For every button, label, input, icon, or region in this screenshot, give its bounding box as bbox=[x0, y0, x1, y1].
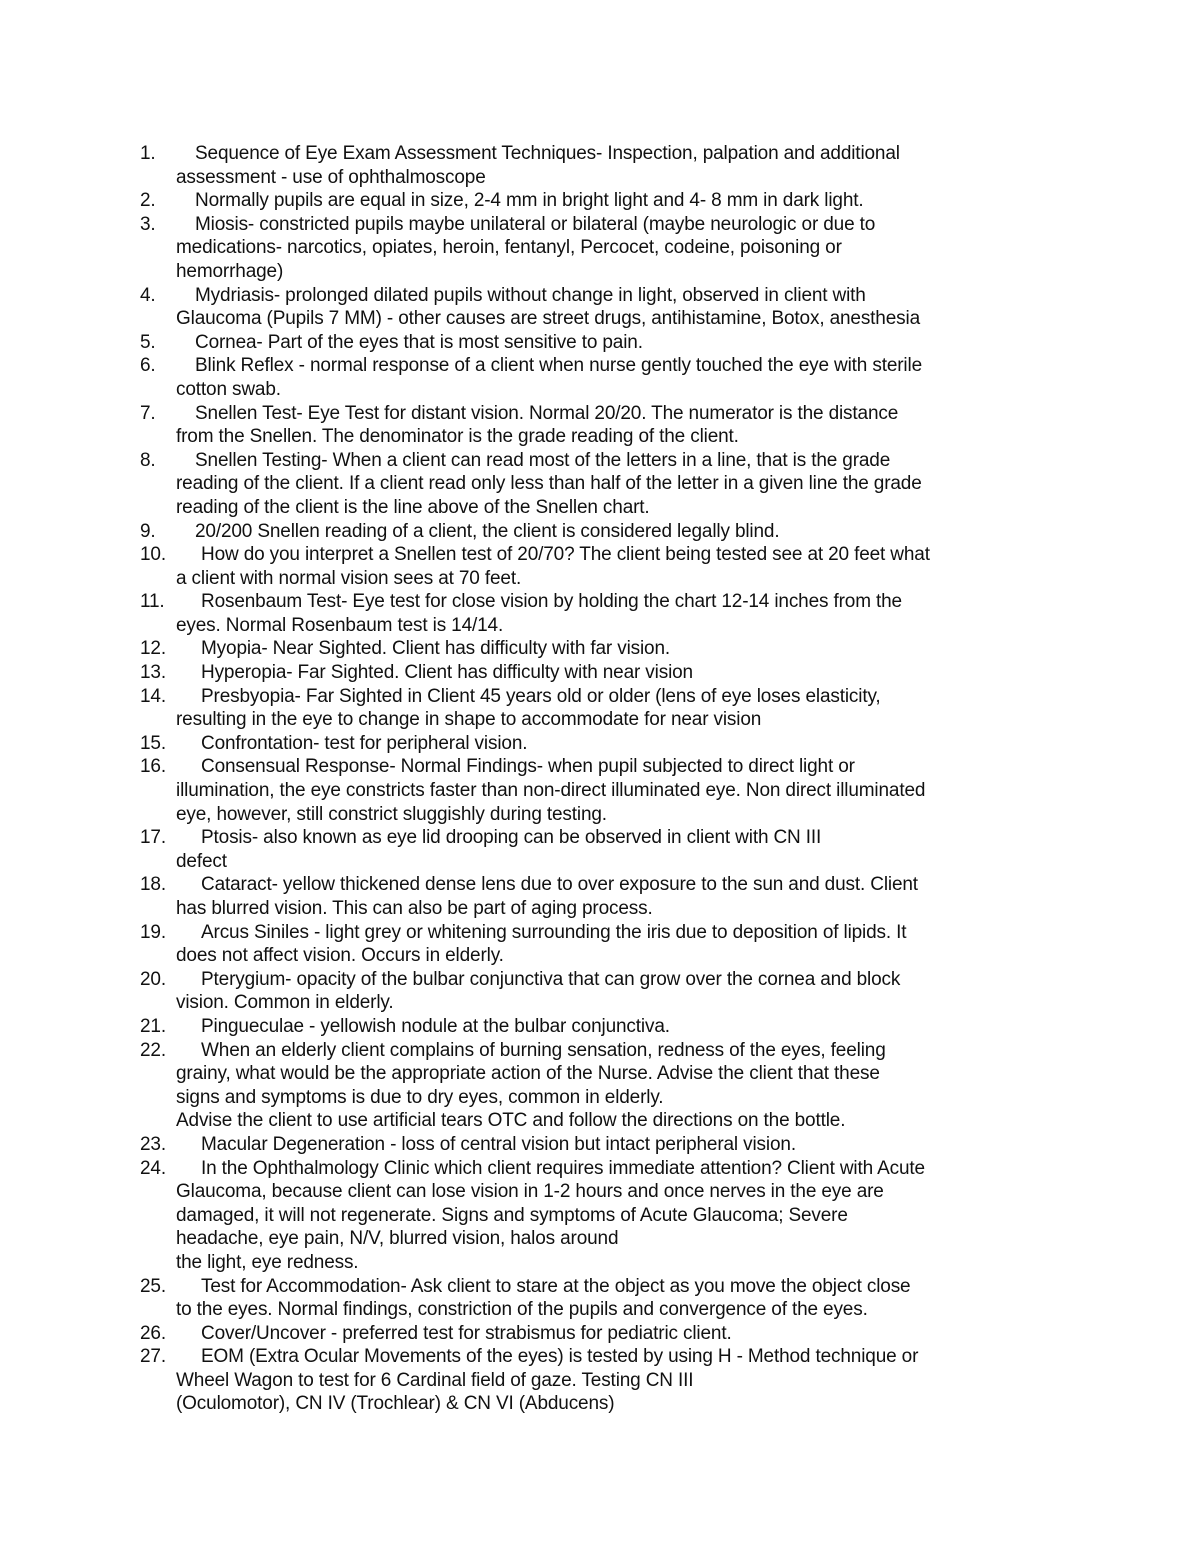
item-text-line: eyes. Normal Rosenbaum test is 14/14. bbox=[176, 614, 504, 636]
item-text: Rosenbaum Test- Eye test for close vision by holding the chart 12-14 inches from the bbox=[201, 591, 902, 613]
item-text-line: the light, eye redness. bbox=[176, 1251, 359, 1273]
item-text-line bbox=[176, 732, 1070, 756]
item-text-line bbox=[176, 1015, 1070, 1039]
eye-exam-notes-list bbox=[140, 142, 1070, 1416]
item-text-line: medications- narcotics, opiates, heroin, fentanyl, Percocet, codeine, poisoning or bbox=[176, 237, 842, 259]
item-text: Miosis- constricted pupils maybe unilateral or bilateral (maybe neurologic or due to bbox=[195, 213, 876, 235]
item-text-line bbox=[176, 520, 1070, 544]
item-text: Blink Reflex - normal response of a client when nurse gently touched the eye with sterile bbox=[195, 355, 922, 377]
list-item bbox=[140, 590, 1070, 637]
item-text-line bbox=[176, 921, 1070, 945]
list-item bbox=[140, 543, 1070, 590]
list-item bbox=[140, 1157, 1070, 1275]
item-text: Test for Accommodation- Ask client to stare at the object as you move the object close bbox=[201, 1275, 911, 1297]
item-text: Confrontation- test for peripheral vision. bbox=[201, 732, 528, 754]
item-number: 27. bbox=[140, 1346, 166, 1368]
item-number: 22. bbox=[140, 1039, 166, 1061]
list-item bbox=[140, 354, 1070, 401]
item-text: Pingueculae - yellowish nodule at the bulbar conjunctiva. bbox=[201, 1015, 670, 1037]
item-text: EOM (Extra Ocular Movements of the eyes) is tested by using H - Method technique or bbox=[201, 1346, 919, 1368]
item-number: 3. bbox=[140, 213, 156, 235]
item-text: 20/200 Snellen reading of a client, the client is considered legally blind. bbox=[195, 520, 780, 542]
item-text-line: Glaucoma (Pupils 7 MM) - other causes are street drugs, antihistamine, Botox, anesthesia bbox=[176, 308, 920, 330]
item-text: Pterygium- opacity of the bulbar conjunctiva that can grow over the cornea and block bbox=[201, 968, 901, 990]
list-item bbox=[140, 1039, 1070, 1133]
item-text-line bbox=[176, 1039, 1070, 1063]
item-text-line: does not affect vision. Occurs in elderly. bbox=[176, 945, 504, 967]
list-item bbox=[140, 189, 1070, 213]
list-item bbox=[140, 1322, 1070, 1346]
item-text-line: Wheel Wagon to test for 6 Cardinal field of gaze. Testing CN III bbox=[176, 1369, 694, 1391]
item-text-line bbox=[176, 873, 1070, 897]
item-text-line: damaged, it will not regenerate. Signs and symptoms of Acute Glaucoma; Severe bbox=[176, 1204, 848, 1226]
item-text-line: from the Snellen. The denominator is the grade reading of the client. bbox=[176, 426, 739, 448]
list-item bbox=[140, 826, 1070, 873]
item-text: Snellen Testing- When a client can read most of the letters in a line, that is the grade bbox=[195, 449, 891, 471]
item-text-line: cotton swab. bbox=[176, 378, 281, 400]
item-text: Sequence of Eye Exam Assessment Techniques- Inspection, palpation and additional bbox=[195, 143, 900, 164]
item-text-line bbox=[176, 755, 1070, 779]
list-item bbox=[140, 520, 1070, 544]
list-item bbox=[140, 685, 1070, 732]
item-number: 23. bbox=[140, 1133, 166, 1155]
item-number: 6. bbox=[140, 355, 156, 377]
item-number: 14. bbox=[140, 685, 166, 707]
item-text-line bbox=[176, 661, 1070, 685]
item-number: 13. bbox=[140, 662, 166, 684]
item-number: 11. bbox=[140, 591, 165, 613]
list-item bbox=[140, 142, 1070, 189]
item-number: 17. bbox=[140, 827, 166, 849]
item-number: 4. bbox=[140, 284, 156, 306]
item-text-line bbox=[176, 1275, 1070, 1299]
item-text: Cataract- yellow thickened dense lens due to over exposure to the sun and dust. Client bbox=[201, 874, 918, 896]
item-text: Presbyopia- Far Sighted in Client 45 years old or older (lens of eye loses elasticity, bbox=[201, 685, 881, 707]
item-number: 12. bbox=[140, 638, 166, 660]
item-text-line: eye, however, still constrict sluggishly during testing. bbox=[176, 803, 607, 825]
item-text-line: to the eyes. Normal findings, constriction of the pupils and convergence of the eyes. bbox=[176, 1299, 868, 1321]
item-number: 21. bbox=[140, 1015, 166, 1037]
item-number: 16. bbox=[140, 756, 166, 778]
item-text: Hyperopia- Far Sighted. Client has difficulty with near vision bbox=[201, 662, 693, 684]
item-number: 8. bbox=[140, 449, 156, 471]
item-text-line bbox=[176, 331, 1070, 355]
item-text: Ptosis- also known as eye lid drooping can be observed in client with CN III bbox=[201, 827, 822, 849]
item-text-line bbox=[176, 449, 1070, 473]
item-number: 18. bbox=[140, 874, 166, 896]
item-text-line bbox=[176, 1322, 1070, 1346]
list-item bbox=[140, 213, 1070, 284]
item-number: 1. bbox=[140, 143, 156, 164]
item-text-line: reading of the client is the line above of the Snellen chart. bbox=[176, 496, 650, 518]
item-text: Macular Degeneration - loss of central vision but intact peripheral vision. bbox=[201, 1133, 796, 1155]
item-text: Mydriasis- prolonged dilated pupils without change in light, observed in client with bbox=[195, 284, 866, 306]
item-number: 7. bbox=[140, 402, 156, 424]
item-text-line: Advise the client to use artificial tears OTC and follow the directions on the bottle. bbox=[176, 1110, 846, 1132]
item-number: 2. bbox=[140, 190, 156, 212]
item-text-line: has blurred vision. This can also be part of aging process. bbox=[176, 898, 653, 919]
item-text-line: illumination, the eye constricts faster than non-direct illuminated eye. Non direct illuminated bbox=[176, 780, 926, 802]
item-number: 20. bbox=[140, 968, 166, 990]
list-item bbox=[140, 873, 1070, 920]
item-text-line: Glaucoma, because client can lose vision in 1-2 hours and once nerves in the eye are bbox=[176, 1181, 884, 1203]
item-text-line bbox=[176, 968, 1070, 992]
item-text-line bbox=[176, 402, 1070, 426]
item-text: Cover/Uncover - preferred test for strabismus for pediatric client. bbox=[201, 1322, 732, 1344]
item-number: 9. bbox=[140, 520, 156, 542]
item-text-line bbox=[176, 637, 1070, 661]
item-text: Snellen Test- Eye Test for distant vision. Normal 20/20. The numerator is the distance bbox=[195, 402, 899, 424]
list-item bbox=[140, 331, 1070, 355]
item-text-line: assessment - use of ophthalmoscope bbox=[176, 166, 486, 188]
item-number: 19. bbox=[140, 921, 166, 943]
item-text-line: vision. Common in elderly. bbox=[176, 992, 394, 1014]
item-text-line: reading of the client. If a client read only less than half of the letter in a given line the grade bbox=[176, 473, 922, 495]
item-text-line bbox=[176, 685, 1070, 709]
list-item bbox=[140, 921, 1070, 968]
item-text-line: defect bbox=[176, 850, 227, 872]
item-text: Normally pupils are equal in size, 2-4 mm in bright light and 4- 8 mm in dark light. bbox=[195, 190, 864, 212]
item-text-line bbox=[176, 284, 1070, 308]
item-number: 5. bbox=[140, 331, 156, 353]
item-text-line: grainy, what would be the appropriate action of the Nurse. Advise the client that these bbox=[176, 1063, 880, 1085]
item-number: 25. bbox=[140, 1275, 166, 1297]
item-text-line: headache, eye pain, N/V, blurred vision, halos around bbox=[176, 1228, 619, 1250]
list-item bbox=[140, 637, 1070, 661]
item-text: When an elderly client complains of burning sensation, redness of the eyes, feeling bbox=[201, 1039, 886, 1061]
item-text-line: (Oculomotor), CN IV (Trochlear) & CN VI (Abducens) bbox=[176, 1393, 615, 1415]
list-item bbox=[140, 449, 1070, 520]
item-text-line bbox=[176, 142, 1070, 166]
item-text-line: a client with normal vision sees at 70 feet. bbox=[176, 567, 522, 589]
item-text: Cornea- Part of the eyes that is most sensitive to pain. bbox=[195, 331, 643, 353]
item-text-line: signs and symptoms is due to dry eyes, common in elderly. bbox=[176, 1086, 664, 1108]
list-item bbox=[140, 1275, 1070, 1322]
item-text: In the Ophthalmology Clinic which client requires immediate attention? Client with Acute bbox=[201, 1157, 925, 1179]
item-text-line bbox=[176, 543, 1070, 567]
item-text-line: resulting in the eye to change in shape to accommodate for near vision bbox=[176, 709, 762, 731]
list-item bbox=[140, 1015, 1070, 1039]
item-text: Myopia- Near Sighted. Client has difficulty with far vision. bbox=[201, 638, 671, 660]
list-item bbox=[140, 1133, 1070, 1157]
item-text: Consensual Response- Normal Findings- when pupil subjected to direct light or bbox=[201, 756, 855, 778]
item-text-line bbox=[176, 1345, 1070, 1369]
list-item bbox=[140, 732, 1070, 756]
item-text-line bbox=[176, 1133, 1070, 1157]
list-item bbox=[140, 755, 1070, 826]
list-item bbox=[140, 402, 1070, 449]
item-number: 10. bbox=[140, 544, 166, 566]
item-text-line: hemorrhage) bbox=[176, 260, 284, 282]
item-number: 24. bbox=[140, 1157, 166, 1179]
item-text-line bbox=[176, 213, 1070, 237]
item-text: How do you interpret a Snellen test of 20/70? The client being tested see at 20 feet what bbox=[201, 544, 930, 566]
list-item bbox=[140, 284, 1070, 331]
list-item bbox=[140, 661, 1070, 685]
item-text: Arcus Siniles - light grey or whitening surrounding the iris due to deposition of lipids. It bbox=[201, 921, 907, 943]
item-text-line bbox=[176, 189, 1070, 213]
item-text-line bbox=[176, 590, 1070, 614]
item-text-line bbox=[176, 1157, 1070, 1181]
list-item bbox=[140, 1345, 1070, 1416]
item-text-line bbox=[176, 354, 1070, 378]
item-text-line bbox=[176, 826, 1070, 850]
list-item bbox=[140, 968, 1070, 1015]
item-number: 15. bbox=[140, 732, 166, 754]
item-number: 26. bbox=[140, 1322, 166, 1344]
